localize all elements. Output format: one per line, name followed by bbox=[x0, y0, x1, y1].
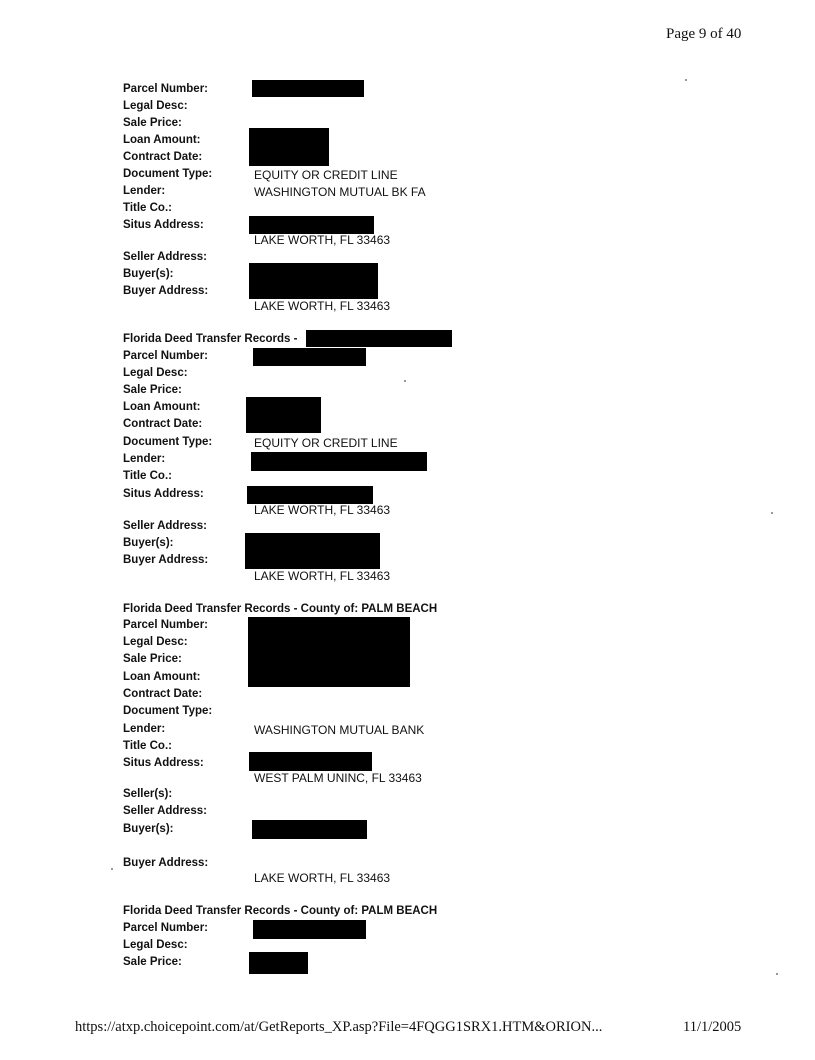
label-sellers: Seller(s): bbox=[123, 788, 173, 800]
label-seller-address: Seller Address: bbox=[123, 251, 207, 263]
label-legal-desc: Legal Desc: bbox=[123, 939, 188, 951]
record-heading: Florida Deed Transfer Records - County of: PALM BEACH bbox=[123, 603, 438, 615]
redaction-block bbox=[251, 452, 427, 471]
label-sale-price: Sale Price: bbox=[123, 653, 182, 665]
label-seller-address: Seller Address: bbox=[123, 805, 207, 817]
redaction-block bbox=[248, 617, 410, 687]
label-buyers: Buyer(s): bbox=[123, 823, 174, 835]
buyer-city-value: LAKE WORTH, FL 33463 bbox=[254, 569, 391, 583]
label-situs-address: Situs Address: bbox=[123, 219, 204, 231]
label-title-co: Title Co.: bbox=[123, 470, 172, 482]
buyer-city-value: LAKE WORTH, FL 33463 bbox=[254, 871, 391, 885]
scan-speck bbox=[111, 868, 113, 870]
redaction-block bbox=[249, 752, 372, 771]
lender-value: WASHINGTON MUTUAL BANK bbox=[254, 723, 425, 737]
label-buyers: Buyer(s): bbox=[123, 537, 174, 549]
record-heading: Florida Deed Transfer Records - County of: PALM BEACH bbox=[123, 905, 438, 917]
redaction-block bbox=[252, 820, 367, 839]
label-sale-price: Sale Price: bbox=[123, 956, 182, 968]
label-title-co: Title Co.: bbox=[123, 202, 172, 214]
label-parcel-number: Parcel Number: bbox=[123, 922, 209, 934]
footer-url: https://atxp.choicepoint.com/at/GetReports_XP.asp?File=4FQGG1SRX1.HTM&ORION... bbox=[75, 1019, 603, 1035]
redaction-block bbox=[249, 128, 329, 166]
label-legal-desc: Legal Desc: bbox=[123, 100, 188, 112]
label-buyers: Buyer(s): bbox=[123, 268, 174, 280]
redaction-block bbox=[249, 216, 374, 234]
label-loan-amount: Loan Amount: bbox=[123, 401, 201, 413]
redaction-block bbox=[249, 952, 308, 974]
label-loan-amount: Loan Amount: bbox=[123, 671, 201, 683]
scan-speck bbox=[776, 973, 778, 975]
label-situs-address: Situs Address: bbox=[123, 757, 204, 769]
label-contract-date: Contract Date: bbox=[123, 418, 203, 430]
label-lender: Lender: bbox=[123, 453, 166, 465]
label-legal-desc: Legal Desc: bbox=[123, 367, 188, 379]
label-parcel-number: Parcel Number: bbox=[123, 83, 209, 95]
document-type-value: EQUITY OR CREDIT LINE bbox=[254, 436, 398, 450]
redaction-block bbox=[249, 263, 378, 299]
label-contract-date: Contract Date: bbox=[123, 151, 203, 163]
label-contract-date: Contract Date: bbox=[123, 688, 203, 700]
label-title-co: Title Co.: bbox=[123, 740, 172, 752]
situs-city-value: LAKE WORTH, FL 33463 bbox=[254, 233, 391, 247]
redaction-block bbox=[246, 397, 321, 433]
label-lender: Lender: bbox=[123, 723, 166, 735]
scan-speck bbox=[685, 79, 687, 81]
label-situs-address: Situs Address: bbox=[123, 488, 204, 500]
lender-value: WASHINGTON MUTUAL BK FA bbox=[254, 185, 426, 199]
buyer-city-value: LAKE WORTH, FL 33463 bbox=[254, 299, 391, 313]
scan-speck bbox=[771, 512, 773, 514]
label-loan-amount: Loan Amount: bbox=[123, 134, 201, 146]
label-seller-address: Seller Address: bbox=[123, 520, 207, 532]
record-heading: Florida Deed Transfer Records - bbox=[123, 333, 298, 345]
scan-speck bbox=[404, 380, 406, 382]
situs-city-value: WEST PALM UNINC, FL 33463 bbox=[254, 771, 422, 785]
label-legal-desc: Legal Desc: bbox=[123, 636, 188, 648]
label-document-type: Document Type: bbox=[123, 705, 213, 717]
redaction-block bbox=[253, 920, 366, 939]
label-buyer-address: Buyer Address: bbox=[123, 857, 209, 869]
redaction-block bbox=[247, 486, 373, 504]
label-lender: Lender: bbox=[123, 185, 166, 197]
page-number: Page 9 of 40 bbox=[666, 26, 742, 42]
label-buyer-address: Buyer Address: bbox=[123, 285, 209, 297]
label-document-type: Document Type: bbox=[123, 168, 213, 180]
situs-city-value: LAKE WORTH, FL 33463 bbox=[254, 503, 391, 517]
document-type-value: EQUITY OR CREDIT LINE bbox=[254, 168, 398, 182]
label-document-type: Document Type: bbox=[123, 436, 213, 448]
redaction-block bbox=[252, 80, 364, 97]
redaction-block bbox=[245, 533, 380, 569]
footer-date: 11/1/2005 bbox=[683, 1019, 742, 1035]
label-parcel-number: Parcel Number: bbox=[123, 619, 209, 631]
label-sale-price: Sale Price: bbox=[123, 384, 182, 396]
label-parcel-number: Parcel Number: bbox=[123, 350, 209, 362]
redaction-block bbox=[306, 330, 452, 347]
label-buyer-address: Buyer Address: bbox=[123, 554, 209, 566]
redaction-block bbox=[253, 348, 366, 366]
label-sale-price: Sale Price: bbox=[123, 117, 182, 129]
